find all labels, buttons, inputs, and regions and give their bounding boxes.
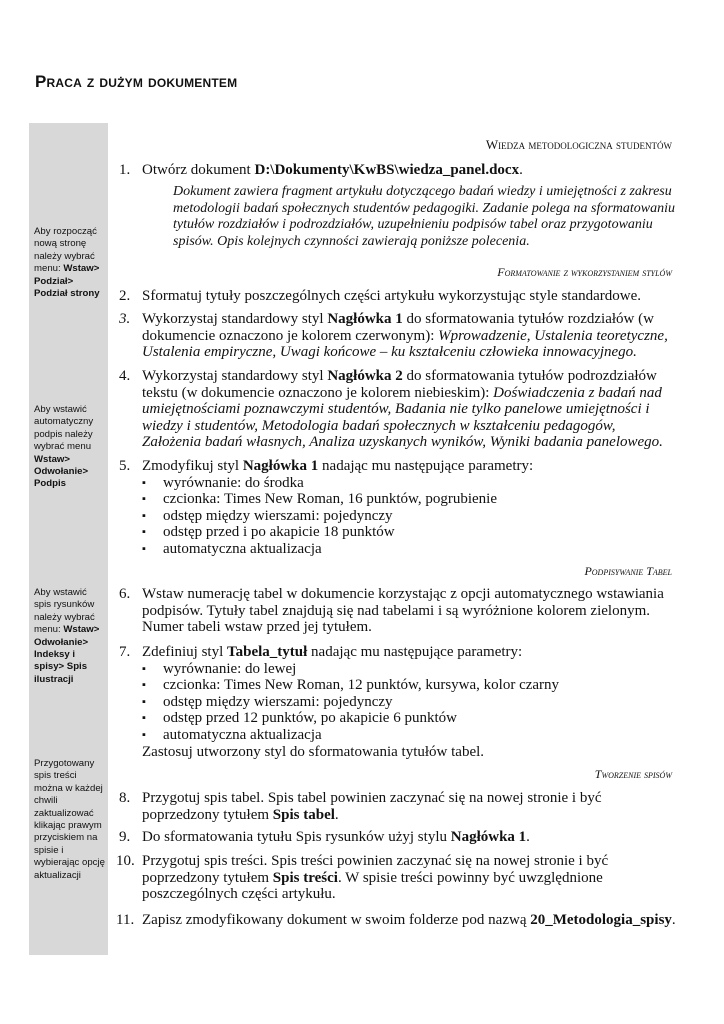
note-text: Aby wstawić spis rysunków należy wybrać menu: <box>34 587 95 636</box>
chapter-titles: Wprowadzenie, Ustalenia teoretyczne, Ustalenia empiryczne, Uwagi końcowe – ku kształceniu człowieka innowacyjnego. <box>142 327 668 361</box>
item-number: 3. <box>119 311 131 327</box>
section-heading: Formatowanie z wykorzystaniem stylów <box>497 265 672 279</box>
item-text: do sformatowania tytułów rozdziałów (w dokumencie oznaczono je kolorem czerwonym): <box>142 311 654 344</box>
style-name: Nagłówka 1 <box>242 458 319 474</box>
item-text: . W spisie treści powinny być uwzględnione poszczególnych części artykułu. <box>142 869 603 903</box>
item-text: . <box>519 162 523 178</box>
sidebar-note <box>34 587 106 686</box>
note-menu-path: Wstaw> Odwołanie> Podpis <box>34 453 89 490</box>
item-text: Wykorzystaj standardowy styl <box>142 368 328 384</box>
item-text: Zapisz zmodyfikowany dokument w swoim folderze pod nazwą <box>142 912 531 928</box>
parameter-item: ▪ automatyczna aktualizacja <box>142 727 677 744</box>
item-number: 2. <box>119 288 131 304</box>
item-text: . <box>526 829 530 845</box>
title-name: Spis treści <box>272 869 338 886</box>
note-menu-path: Wstaw> Odwołanie> Indeksy i spisy> Spis ilustracji <box>34 624 100 685</box>
item-number: 7. <box>119 644 131 660</box>
item-number: 4. <box>119 368 131 384</box>
parameter-item: ▪ odstęp przed 12 punktów, po akapicie 6 punktów <box>142 710 677 727</box>
item-number: 9. <box>119 829 131 845</box>
item-number: 11. <box>116 912 135 928</box>
item-text: Do sformatowania tytułu Spis rysunków użyj stylu <box>142 829 451 845</box>
note-menu-path: Wstaw> Podział> Podział strony <box>34 263 100 300</box>
sidebar-note <box>34 758 106 882</box>
style-name: Nagłówka 1 <box>450 829 527 845</box>
file-name: 20_Metodologia_spisy <box>530 912 672 928</box>
section-heading: Wiedza metodologiczna studentów <box>485 137 672 152</box>
item-number: 8. <box>119 790 131 806</box>
item-text: . <box>334 806 339 823</box>
item-text: Sformatuj tytuły poszczególnych części artykułu wykorzystując style standardowe. <box>142 288 642 304</box>
item-text: Wykorzystaj standardowy styl <box>142 311 328 327</box>
parameter-item: ▪ odstęp między wierszami: pojedynczy <box>142 508 677 525</box>
parameter-list <box>142 661 677 744</box>
note-text: Aby wstawić automatyczny podpis należy wybrać menu <box>34 404 94 453</box>
section-heading: Podpisywanie Tabel <box>584 564 672 578</box>
parameter-list <box>142 475 677 558</box>
item-text: nadając mu następujące parametry: <box>318 458 534 474</box>
item-number: 10. <box>116 853 135 869</box>
parameter-item: ▪ automatyczna aktualizacja <box>142 541 677 558</box>
item-text: Otwórz dokument <box>142 162 255 178</box>
parameter-item: ▪ odstęp między wierszami: pojedynczy <box>142 694 677 711</box>
item-text: Zdefiniuj styl <box>142 644 227 660</box>
parameter-item: ▪ odstęp przed i po akapicie 18 punktów <box>142 524 677 541</box>
sidebar-note <box>34 404 106 491</box>
item-number: 6. <box>119 586 131 602</box>
parameter-item: ▪ czcionka: Times New Roman, 16 punktów, pogrubienie <box>142 491 677 508</box>
style-name: Tabela_tytuł <box>227 644 308 660</box>
section-heading: Tworzenie spisów <box>594 767 672 781</box>
style-name: Nagłówka 2 <box>327 368 403 384</box>
note-text: Przygotowany spis treści można w każdej chwili zaktualizować klikając prawym przyciskiem na spisie i wybierając opcję aktualizacji <box>34 758 105 881</box>
item-text: Przygotuj spis treści. Spis treści powinien zaczynać się na nowej stronie i być poprzedzony tytułem <box>142 853 609 886</box>
item-text: . <box>671 912 676 928</box>
item-text: Zmodyfikuj styl <box>142 458 243 474</box>
sidebar-note <box>34 226 106 300</box>
page-title: Praca z dużym dokumentem <box>35 72 238 91</box>
item-text: do sformatowania tytułów podrozdziałów tekstu (w dokumencie oznaczono je kolorem niebieskim): <box>142 368 657 401</box>
item-number: 5. <box>119 458 131 474</box>
intro-paragraph: Dokument zawiera fragment artykułu dotyczącego badań wiedzy i umiejętności z zakresu metodologii badań społecznych studentów pedagogiki. Zadanie polega na sformatowaniu tytułów rozdziałów i podrozdziałów, uzupełnieniu podpisów tabel oraz przygotowaniu spisów. Opis kolejnych czynności zawierają poniższe polecenia. <box>173 184 676 249</box>
note-text: Aby rozpocząć nową stronę należy wybrać menu: <box>34 226 97 275</box>
style-name: Nagłówka 1 <box>327 311 403 327</box>
parameter-item: ▪ czcionka: Times New Roman, 12 punktów, kursywa, kolor czarny <box>142 677 677 694</box>
parameter-item: ▪ wyrównanie: do lewej <box>142 661 677 678</box>
item-text: Przygotuj spis tabel. Spis tabel powinien zaczynać się na nowej stronie i być poprzedzony tytułem <box>142 790 602 823</box>
subchapter-titles: Doświadczenia z badań nad umiejętnościami poznawczymi studentów, Badania nie tylko panelowe umiejętności i wiedzy i studentów, Metodologia badań społecznych w kształceniu pedagogów, Założenia badań własnych, Analiza uzyskanych wyników, Wyniki badania panelowego. <box>142 384 663 451</box>
item-text: Wstaw numerację tabel w dokumencie korzystając z opcji automatycznego wstawiania podpisów. Tytuły tabel znajdują się nad tabelami i są wyróżnione kolorem zielonym. Numer tabeli wstaw przed jej tytułem. <box>142 586 664 636</box>
title-name: Spis tabel <box>272 806 335 823</box>
parameter-item: ▪ wyrównanie: do środka <box>142 475 677 492</box>
item-text: nadając mu następujące parametry: <box>307 644 523 660</box>
item-text: Zastosuj utworzony styl do sformatowania tytułów tabel. <box>142 743 485 760</box>
item-number: 1. <box>119 162 131 178</box>
file-path: D:\Dokumenty\KwBS\wiedza_panel.docx <box>254 162 520 178</box>
